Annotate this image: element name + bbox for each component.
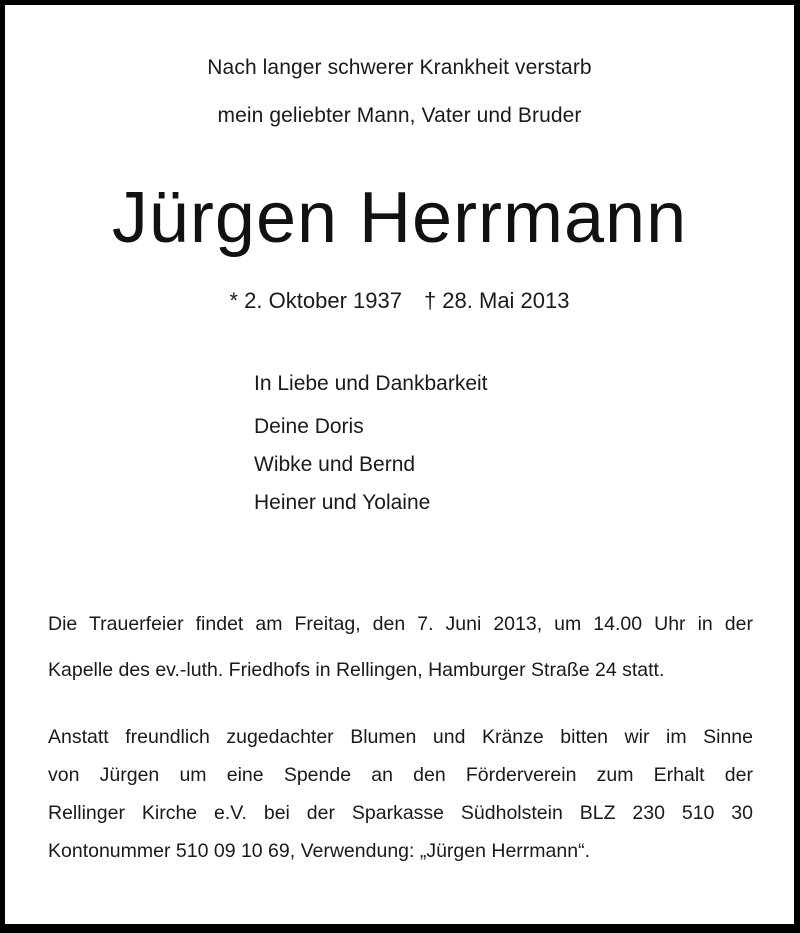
- death-date: † 28. Mai 2013: [423, 288, 570, 313]
- family-line-2: Deine Doris: [254, 415, 364, 438]
- donation-line-4: Kontonummer 510 09 10 69, Verwendung: „Jürgen Herrmann“.: [48, 840, 590, 862]
- service-line-1: Die Trauerfeier findet am Freitag, den 7. Juni 2013, um 14.00 Uhr in der: [48, 613, 753, 635]
- obituary-notice: [5, 5, 794, 924]
- life-dates: [5, 288, 794, 314]
- deceased-name: Jürgen Herrmann: [111, 178, 688, 258]
- intro-line-2: mein geliebter Mann, Vater und Bruder: [217, 104, 582, 127]
- birth-date: * 2. Oktober 1937: [229, 288, 402, 313]
- intro-line-1: Nach langer schwerer Krankheit verstarb: [207, 56, 592, 79]
- family-line-4: Heiner und Yolaine: [254, 491, 431, 514]
- donation-paragraph: [48, 718, 753, 870]
- donation-line-2: von Jürgen um eine Spende an den Förderverein zum Erhalt der: [48, 764, 753, 786]
- family-line-1: In Liebe und Dankbarkeit: [254, 372, 488, 395]
- donation-line-3: Rellinger Kirche e.V. bei der Sparkasse Südholstein BLZ 230 510 30: [48, 802, 753, 824]
- service-paragraph: [48, 605, 753, 689]
- donation-line-1: Anstatt freundlich zugedachter Blumen und Kränze bitten wir im Sinne: [48, 726, 753, 748]
- family-line-3: Wibke und Bernd: [254, 453, 416, 476]
- service-line-2: Kapelle des ev.-luth. Friedhofs in Rellingen, Hamburger Straße 24 statt.: [48, 659, 665, 681]
